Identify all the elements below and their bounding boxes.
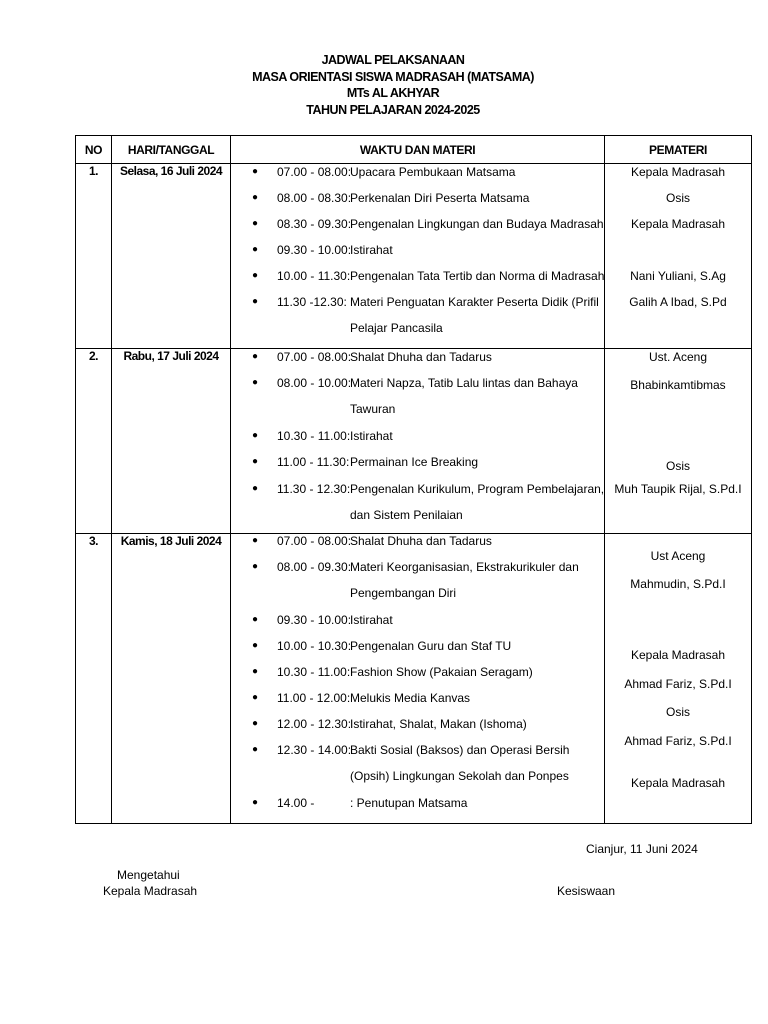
item-time: 07.00 - 08.00:	[277, 165, 352, 179]
item-text: Pengenalan Tata Tertib dan Norma di Madrasah	[350, 269, 605, 283]
item-time: 12.00 - 12.30:	[277, 717, 352, 731]
speaker-list	[605, 164, 752, 349]
item-text: Permainan Ice Breaking	[350, 455, 479, 469]
acknowledge-label: Mengetahui	[117, 868, 180, 882]
item-time: 07.00 - 08.00:	[277, 534, 352, 548]
bullet-icon: ●	[252, 666, 259, 677]
row-number: 3.	[76, 534, 112, 824]
item-time: 10.30 - 11.00:	[277, 429, 351, 443]
item-time: 08.00 - 10.00:	[277, 376, 352, 390]
table-header-row	[76, 136, 752, 164]
header-material: WAKTU DAN MATERI	[231, 136, 605, 164]
item-text: Fashion Show (Pakaian Seragam)	[350, 665, 533, 679]
item-text: Materi Napza, Tatib Lalu lintas dan Bahaya	[350, 376, 578, 390]
row-number: 1.	[76, 164, 112, 349]
header-no: NO	[76, 136, 112, 164]
material-list	[231, 349, 605, 534]
schedule-item	[231, 557, 604, 600]
speaker-list	[605, 349, 752, 534]
schedule-item	[231, 188, 604, 208]
item-text: Istirahat	[350, 243, 393, 257]
title-line-1: JADWAL PELAKSANAAN	[321, 53, 465, 67]
schedule-item	[231, 373, 604, 416]
place-date: Cianjur, 11 Juni 2024	[586, 842, 698, 856]
speaker-name: Mahmudin, S.Pd.I	[630, 577, 726, 591]
speaker-name: Nani Yuliani, S.Ag	[630, 269, 726, 283]
schedule-item	[231, 479, 605, 522]
item-time: 10.00 - 11.30:	[277, 269, 351, 283]
speaker-name: Ust. Aceng	[648, 350, 708, 364]
schedule-item	[231, 714, 604, 734]
item-text-continued: Tawuran	[350, 402, 396, 416]
speaker-name: Ahmad Fariz, S.Pd.I	[624, 734, 732, 748]
item-time: 09.30 - 10.00:	[277, 613, 352, 627]
bullet-icon: ●	[252, 718, 259, 729]
row-day: Kamis, 18 Juli 2024	[112, 534, 231, 824]
item-text-continued: dan Sistem Penilaian	[350, 508, 463, 522]
item-text: Melukis Media Kanvas	[350, 691, 471, 705]
schedule-item	[231, 662, 604, 682]
speaker-name: Galih A Ibad, S.Pd	[629, 295, 727, 309]
item-text: Pengenalan Guru dan Staf TU	[350, 639, 512, 653]
item-text: : Penutupan Matsama	[350, 796, 468, 810]
item-text: Pengenalan Kurikulum, Program Pembelajaran,	[350, 482, 605, 496]
schedule-item	[231, 452, 604, 472]
item-time: 11.00 - 12.00:	[277, 691, 351, 705]
speaker-name: Kepala Madrasah	[630, 776, 726, 790]
table-row	[76, 164, 752, 349]
schedule-item	[231, 636, 604, 656]
row-day: Selasa, 16 Juli 2024	[112, 164, 231, 349]
bullet-icon: ●	[252, 244, 259, 255]
material-list	[231, 534, 605, 824]
bullet-icon: ●	[252, 351, 259, 362]
item-time: 11.30 -12.30:	[277, 295, 347, 309]
item-time: 08.00 - 08.30:	[277, 191, 352, 205]
item-text: Materi Penguatan Karakter Peserta Didik (Prifil	[350, 295, 599, 309]
item-text: Istirahat	[350, 429, 393, 443]
schedule-item	[231, 688, 604, 708]
bullet-icon: ●	[252, 270, 259, 281]
signatory-left-title: Kepala Madrasah	[103, 884, 198, 898]
item-text: Istirahat, Shalat, Makan (Ishoma)	[350, 717, 527, 731]
bullet-icon: ●	[252, 456, 259, 467]
title-line-3: MTs AL AKHYAR	[346, 86, 440, 100]
item-time: 10.00 - 10.30:	[277, 639, 352, 653]
speaker-name: Muh Taupik Rijal, S.Pd.I	[614, 482, 742, 496]
item-text: Istirahat	[350, 613, 393, 627]
schedule-item	[231, 610, 604, 630]
bullet-icon: ●	[252, 430, 259, 441]
speaker-name: Osis	[666, 191, 690, 205]
item-time: 11.30 - 12.30:	[277, 482, 351, 496]
item-time: 08.30 - 09.30:	[277, 217, 352, 231]
row-day: Rabu, 17 Juli 2024	[112, 349, 231, 534]
item-text-continued: Pengembangan Diri	[350, 586, 457, 600]
title-line-4: TAHUN PELAJARAN 2024-2025	[306, 102, 480, 117]
material-list	[231, 164, 605, 349]
item-time: 12.30 - 14.00:	[277, 743, 352, 757]
bullet-icon: ●	[252, 561, 259, 572]
bullet-icon: ●	[252, 192, 259, 203]
speaker-name: Osis	[666, 705, 690, 719]
header-day: HARI/TANGGAL	[112, 136, 231, 164]
bullet-icon: ●	[252, 377, 259, 388]
speaker-list	[605, 534, 752, 824]
speaker-name: Kepala Madrasah	[630, 217, 726, 231]
schedule-item	[231, 426, 604, 446]
item-text: Pengenalan Lingkungan dan Budaya Madrasah	[350, 217, 604, 231]
bullet-icon: ●	[252, 535, 259, 546]
bullet-icon: ●	[252, 640, 259, 651]
speaker-name: Kepala Madrasah	[630, 165, 726, 179]
schedule-item	[231, 214, 604, 234]
bullet-icon: ●	[252, 614, 259, 625]
bullet-icon: ●	[252, 797, 259, 808]
schedule-item	[231, 347, 604, 367]
schedule-item	[231, 292, 604, 335]
bullet-icon: ●	[252, 296, 259, 307]
item-text: Upacara Pembukaan Matsama	[350, 165, 516, 179]
signatory-right-title: Kesiswaan	[557, 884, 616, 898]
schedule-item	[231, 266, 604, 286]
header-speaker: PEMATERI	[605, 136, 752, 164]
table-row	[76, 349, 752, 534]
title-line-2: MASA ORIENTASI SISWA MADRASAH (MATSAMA)	[252, 69, 534, 84]
bullet-icon: ●	[252, 218, 259, 229]
item-text-continued: (Opsih) Lingkungan Sekolah dan Ponpes	[350, 769, 569, 783]
bullet-icon: ●	[252, 692, 259, 703]
speaker-name: Kepala Madrasah	[630, 648, 726, 662]
item-text-continued: Pelajar Pancasila	[350, 321, 443, 335]
item-time: 11.00 - 11.30:	[277, 455, 350, 469]
schedule-item	[231, 793, 604, 813]
item-text: Perkenalan Diri Peserta Matsama	[350, 191, 530, 205]
bullet-icon: ●	[252, 744, 259, 755]
item-text: Bakti Sosial (Baksos) dan Operasi Bersih	[350, 743, 570, 757]
bullet-icon: ●	[252, 166, 259, 177]
schedule-item	[231, 740, 604, 783]
item-time: 14.00 -	[277, 796, 315, 810]
item-text: Shalat Dhuha dan Tadarus	[350, 350, 492, 364]
table-row	[76, 534, 752, 824]
bullet-icon: ●	[252, 483, 259, 494]
schedule-item	[231, 162, 604, 182]
item-text: Materi Keorganisasian, Ekstrakurikuler dan	[350, 560, 579, 574]
schedule-table	[75, 135, 752, 824]
speaker-name: Osis	[666, 459, 690, 473]
speaker-name: Bhabinkamtibmas	[630, 378, 726, 392]
item-time: 10.30 - 11.00:	[277, 665, 351, 679]
schedule-item	[231, 240, 604, 260]
row-number: 2.	[76, 349, 112, 534]
speaker-name: Ahmad Fariz, S.Pd.I	[624, 677, 732, 691]
item-time: 08.00 - 09.30:	[277, 560, 352, 574]
document-title	[0, 52, 768, 118]
item-time: 07.00 - 08.00:	[277, 350, 352, 364]
item-time: 09.30 - 10.00:	[277, 243, 352, 257]
schedule-item	[231, 531, 604, 551]
speaker-name: Ust Aceng	[650, 549, 706, 563]
item-text: Shalat Dhuha dan Tadarus	[350, 534, 492, 548]
